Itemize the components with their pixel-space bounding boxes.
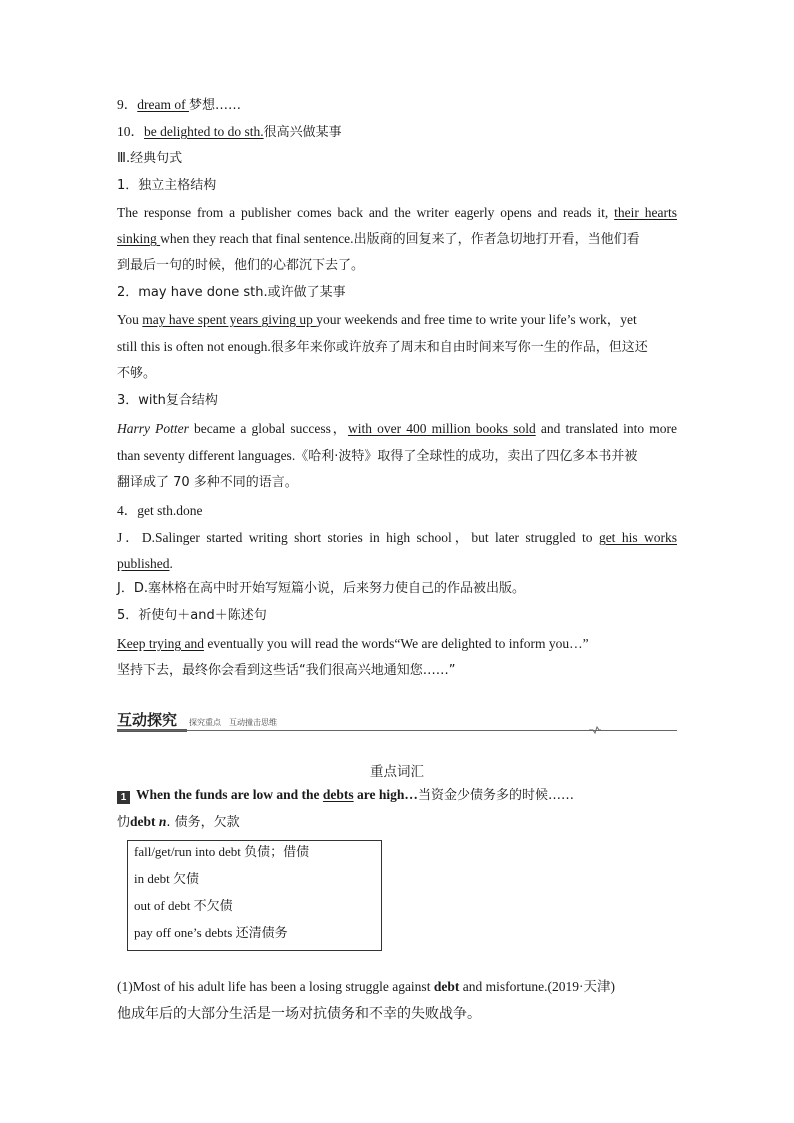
part-of-speech: n	[158, 814, 167, 829]
sentence-line	[117, 447, 677, 466]
phrase-item: in debt 欠债	[134, 871, 199, 886]
section-header-title: 互动探究	[117, 711, 178, 729]
section-header	[117, 704, 677, 734]
underlined-phrase: Keep trying and	[117, 636, 204, 651]
item-number: 10．	[117, 124, 144, 139]
translation-text: 出版商的回复来了，作者急切地打开看，当他们看	[353, 232, 640, 247]
item-phrase: dream of	[137, 97, 189, 112]
example-translation: 他成年后的大部分生活是一场对抗债务和不幸的失败战争。	[117, 1006, 481, 1022]
underlined-phrase: get his works	[598, 530, 677, 545]
translation-text: 《哈利·波特》取得了全球性的成功，卖出了四亿多本书并被	[295, 449, 638, 464]
phrase-box	[127, 840, 382, 951]
translation-line: 到最后一句的时候，他们的心都沉下去了。	[117, 258, 365, 273]
sentence-text: and translated into more	[535, 421, 677, 436]
sentence-type-title: 1．独立主格结构	[117, 178, 217, 193]
keyword: debt	[433, 979, 460, 994]
section-header-subtitle: 探究重点 互动撞击思维	[189, 718, 277, 727]
sentence-line	[117, 420, 677, 438]
heading-translation: 当资金少债务多的时候……	[417, 788, 574, 803]
sentence-line	[117, 311, 677, 329]
item-phrase: be delighted to do sth.	[144, 124, 264, 139]
sentence-type-title: 5．祈使句＋and＋陈述句	[117, 608, 267, 623]
translation-line: J．D.塞林格在高中时开始写短篇小说，后来努力使自己的作品被出版。	[117, 581, 525, 596]
definition-word: debt	[130, 814, 159, 829]
underlined-phrase: may have spent years giving up	[142, 312, 317, 327]
sentence-text: still this is often not enough.	[117, 339, 271, 354]
sentence-line	[117, 230, 677, 249]
sentence-text: than seventy different languages.	[117, 448, 296, 463]
sentence-line	[117, 204, 677, 222]
heading-text: When the funds are low and the	[136, 787, 323, 802]
sentence-text: when they reach that final sentence.	[160, 231, 354, 246]
sentence-text: your weekends and free time to write your life’s work，yet	[316, 312, 637, 327]
translation-line: 不够。	[117, 366, 157, 381]
underlined-word: debts	[322, 787, 354, 802]
phrase-item: out of debt 不欠债	[134, 898, 233, 913]
translation-line: 坚持下去，最终你会看到这些话“我们很高兴地通知您……”	[117, 663, 456, 678]
list-item-9	[117, 96, 677, 115]
sentence-text: The response from a publisher comes back and the writer eagerly opens and reads it,	[117, 205, 615, 220]
vocab-section-title: 重点词汇	[370, 764, 424, 780]
sentence-line	[117, 338, 677, 357]
phrase-item: fall/get/run into debt 负债；借债	[134, 844, 310, 859]
example-text: (1)Most of his adult life has been a losing struggle against	[117, 979, 434, 994]
underlined-phrase: sinking	[117, 231, 161, 246]
heading-text: are high…	[353, 787, 418, 802]
item-translation: 很高兴做某事	[263, 125, 342, 140]
translation-line: 翻译成了 70 多种不同的语言。	[117, 475, 298, 490]
list-item-10	[117, 123, 677, 142]
sentence-text: J．D.Salinger started writing short stories in high school，but later struggled to	[117, 530, 599, 545]
section-title: Ⅲ.经典句式	[117, 151, 183, 166]
sentence-type-title: 3．with复合结构	[117, 393, 218, 408]
underlined-phrase: with over 400 million books sold	[347, 421, 536, 436]
sentence-text: You	[117, 312, 143, 327]
header-notch-icon	[589, 726, 601, 734]
sentence-text: eventually you will read the words“We are delighted to inform you…”	[203, 636, 589, 651]
translation-text: 很多年来你或许放弃了周末和自由时间来写你一生的作品，但这还	[270, 340, 648, 355]
book-title: Harry Potter	[117, 421, 189, 436]
entry-number-badge: 1	[117, 791, 130, 804]
underlined-phrase: published	[117, 556, 170, 571]
sentence-type-title: 4．get sth.done	[117, 503, 203, 518]
example-text: and misfortune.(2019·天津)	[459, 979, 615, 994]
example-sentence	[117, 978, 677, 996]
definition-marker: 忇	[117, 815, 131, 830]
sentence-type-title: 2．may have done sth.或许做了某事	[117, 285, 346, 300]
sentence-line	[117, 529, 677, 547]
vocab-entry-heading	[117, 786, 677, 805]
sentence-line	[117, 555, 677, 573]
vocab-definition	[117, 813, 677, 832]
sentence-text: .	[169, 556, 173, 571]
phrase-item: pay off one’s debts 还清债务	[134, 925, 288, 940]
definition-meaning: . 债务，欠款	[166, 815, 240, 830]
item-translation: 梦想……	[188, 98, 241, 113]
item-number: 9．	[117, 97, 138, 112]
sentence-line	[117, 635, 677, 653]
underlined-phrase: their hearts	[614, 205, 677, 220]
sentence-text: became a global success，	[188, 421, 348, 436]
